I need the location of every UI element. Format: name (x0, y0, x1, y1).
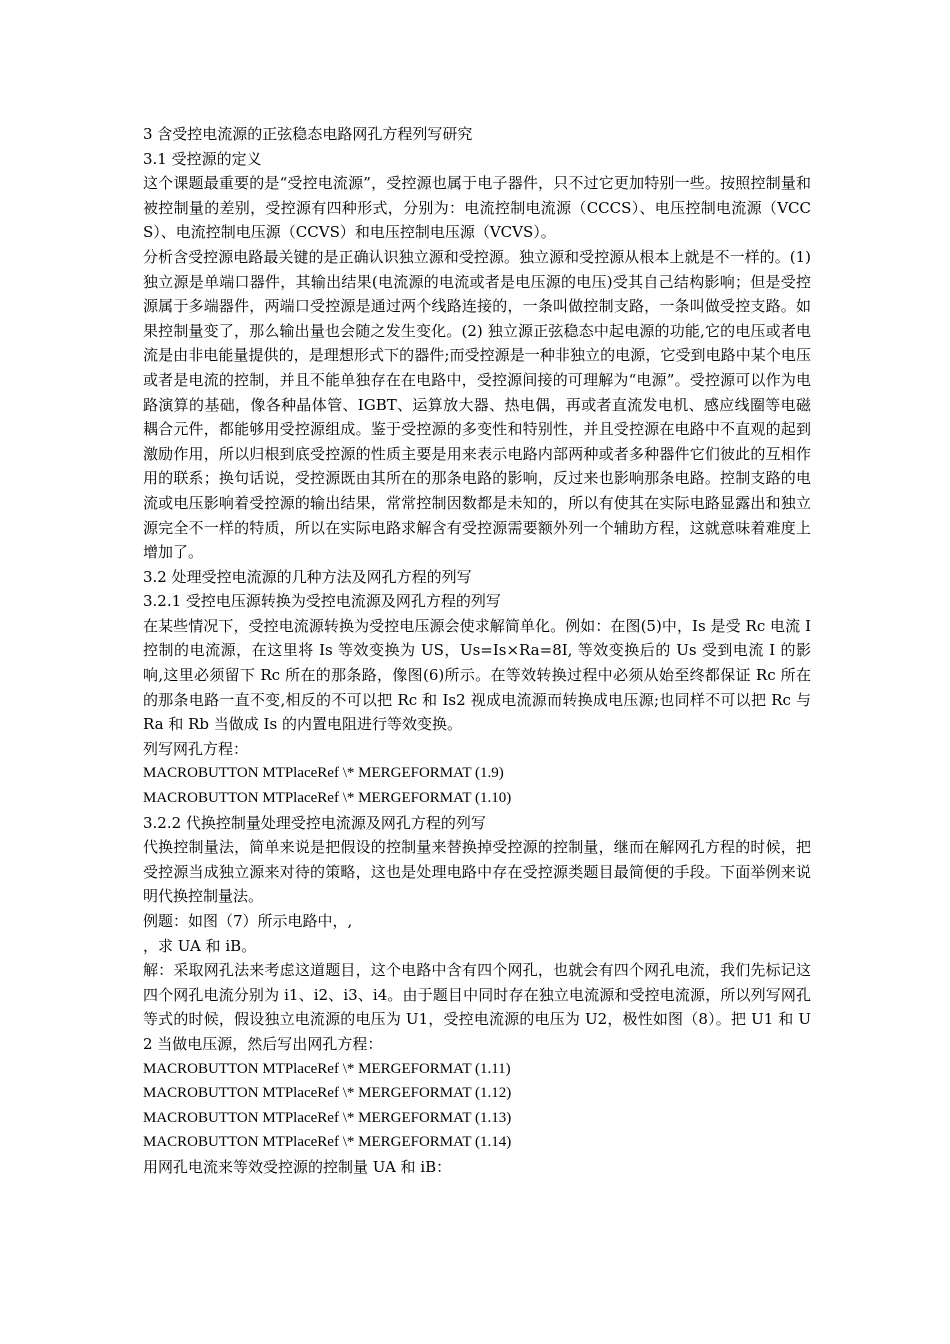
subsection-title: 3.2 处理受控电流源的几种方法及网孔方程的列写 (143, 567, 472, 586)
section-title: 3 含受控电流源的正弦稳态电路网孔方程列写研究 (143, 125, 473, 143)
subsubsection-title: 3.2.2 代换控制量处理受控电流源及网孔方程的列写 (143, 813, 486, 832)
text-line: 列写网孔方程： (143, 739, 249, 758)
text-line: 例题：如图（7）所示电路中，, (143, 912, 353, 930)
text-line: 用网孔电流来等效受控源的控制量 UA 和 iB： (143, 1157, 452, 1176)
equation-placeholder: MACROBUTTON MTPlaceRef \* MERGEFORMAT (1.11) (143, 1060, 511, 1077)
paragraph: 分析含受控源电路最关键的是正确认识独立源和受控源。独立源和受控源从根本上就是不一样的。(1) 独立源是单端口器件，其输出结果(电流源的电流或者是电压源的电压)受其自己结构影响；但是受控源属于多端器件，两端口受控源是通过两个线路连接的，一条叫做控制支路，一条叫做受控支路。如果控制量变了，那么输出量也会随之发生变化。(2) 独立源正弦稳态中起电源的功能,它的电压或者电流是由非电能量提供的，是理想形式下的器件;而受控源是一种非独立的电源，它受到电路中某个电压或者是电流的控制，并且不能单独存在在电路中，受控源间接的可理解为“电源”。受控源可以作为电路演算的基础，像各种晶体管、IGBT、运算放大器、热电偶，再或者直流发电机、感应线圈等电磁耦合元件，都能够用受控源组成。鉴于受控源的多变性和特别性，并且受控源在电路中不直观的起到激励作用，所以归根到底受控源的性质主要是用来表示电路内部两种或者多种器件它们彼此的互相作用的联系；换句话说，受控源既由其所在的那条电路的影响，反过来也影响那条电路。控制支路的电流或电压影响着受控源的输出结果，常常控制因数都是未知的，所以有使其在实际电路显露出和独立源完全不一样的特质，所以在实际电路求解含有受控源需要额外列一个辅助方程，这就意味着难度上增加了。 (143, 247, 811, 562)
subsection-title: 3.1 受控源的定义 (143, 149, 262, 168)
paragraph: 这个课题最重要的是“受控电流源”，受控源也属于电子器件，只不过它更加特别一些。按照控制量和被控制量的差别，受控源有四种形式，分别为：电流控制电流源（CCCS）、电压控制电流源（VCCS）、电流控制电压源（CCVS）和电压控制电压源（VCVS）。 (143, 174, 811, 242)
equation-placeholder: MACROBUTTON MTPlaceRef \* MERGEFORMAT (1.12) (143, 1085, 512, 1102)
paragraph: 代换控制量法，简单来说是把假设的控制量来替换掉受控源的控制量，继而在解网孔方程的时候，把受控源当成独立源来对待的策略，这也是处理电路中存在受控源类题目最简便的手段。下面举例来说明代换控制量法。 (143, 838, 811, 906)
equation-placeholder: MACROBUTTON MTPlaceRef \* MERGEFORMAT (1.13) (143, 1109, 512, 1126)
subsubsection-title: 3.2.1 受控电压源转换为受控电流源及网孔方程的列写 (143, 592, 501, 611)
text-line: ，求 UA 和 iB。 (143, 936, 257, 955)
document-body (143, 122, 811, 1180)
equation-placeholder: MACROBUTTON MTPlaceRef \* MERGEFORMAT (1.9) (143, 765, 504, 782)
equation-placeholder: MACROBUTTON MTPlaceRef \* MERGEFORMAT (1.10) (143, 790, 512, 807)
paragraph: 解：采取网孔法来考虑这道题目，这个电路中含有四个网孔，也就会有四个网孔电流，我们先标记这四个网孔电流分别为 i1、i2、i3、i4。由于题目中同时存在独立电流源和受控电流源，所以列写网孔等式的时候，假设独立电流源的电压为 U1，受控电流源的电压为 U2，极性如图（8）。把 U1 和 U2 当做电压源，然后写出网孔方程： (143, 961, 811, 1053)
paragraph: 在某些情况下，受控电流源转换为受控电压源会使求解简单化。例如：在图(5)中，Is 是受 Rc 电流 I 控制的电流源，在这里将 Is 等效变换为 US，Us=Is×Ra=8I, 等效变换后的 Us 受到电流 I 的影响,这里必须留下 Rc 所在的那条路，像图(6)所示。在等效转换过程中必须从始至终都保证 Rc 所在的那条电路一直不变,相反的不可以把 Rc 和 Is2 视成电流源而转换成电压源;也同样不可以把 Rc 与 Ra 和 Rb 当做成 Is 的内置电阻进行等效变换。 (143, 616, 811, 734)
equation-placeholder: MACROBUTTON MTPlaceRef \* MERGEFORMAT (1.14) (143, 1134, 512, 1151)
